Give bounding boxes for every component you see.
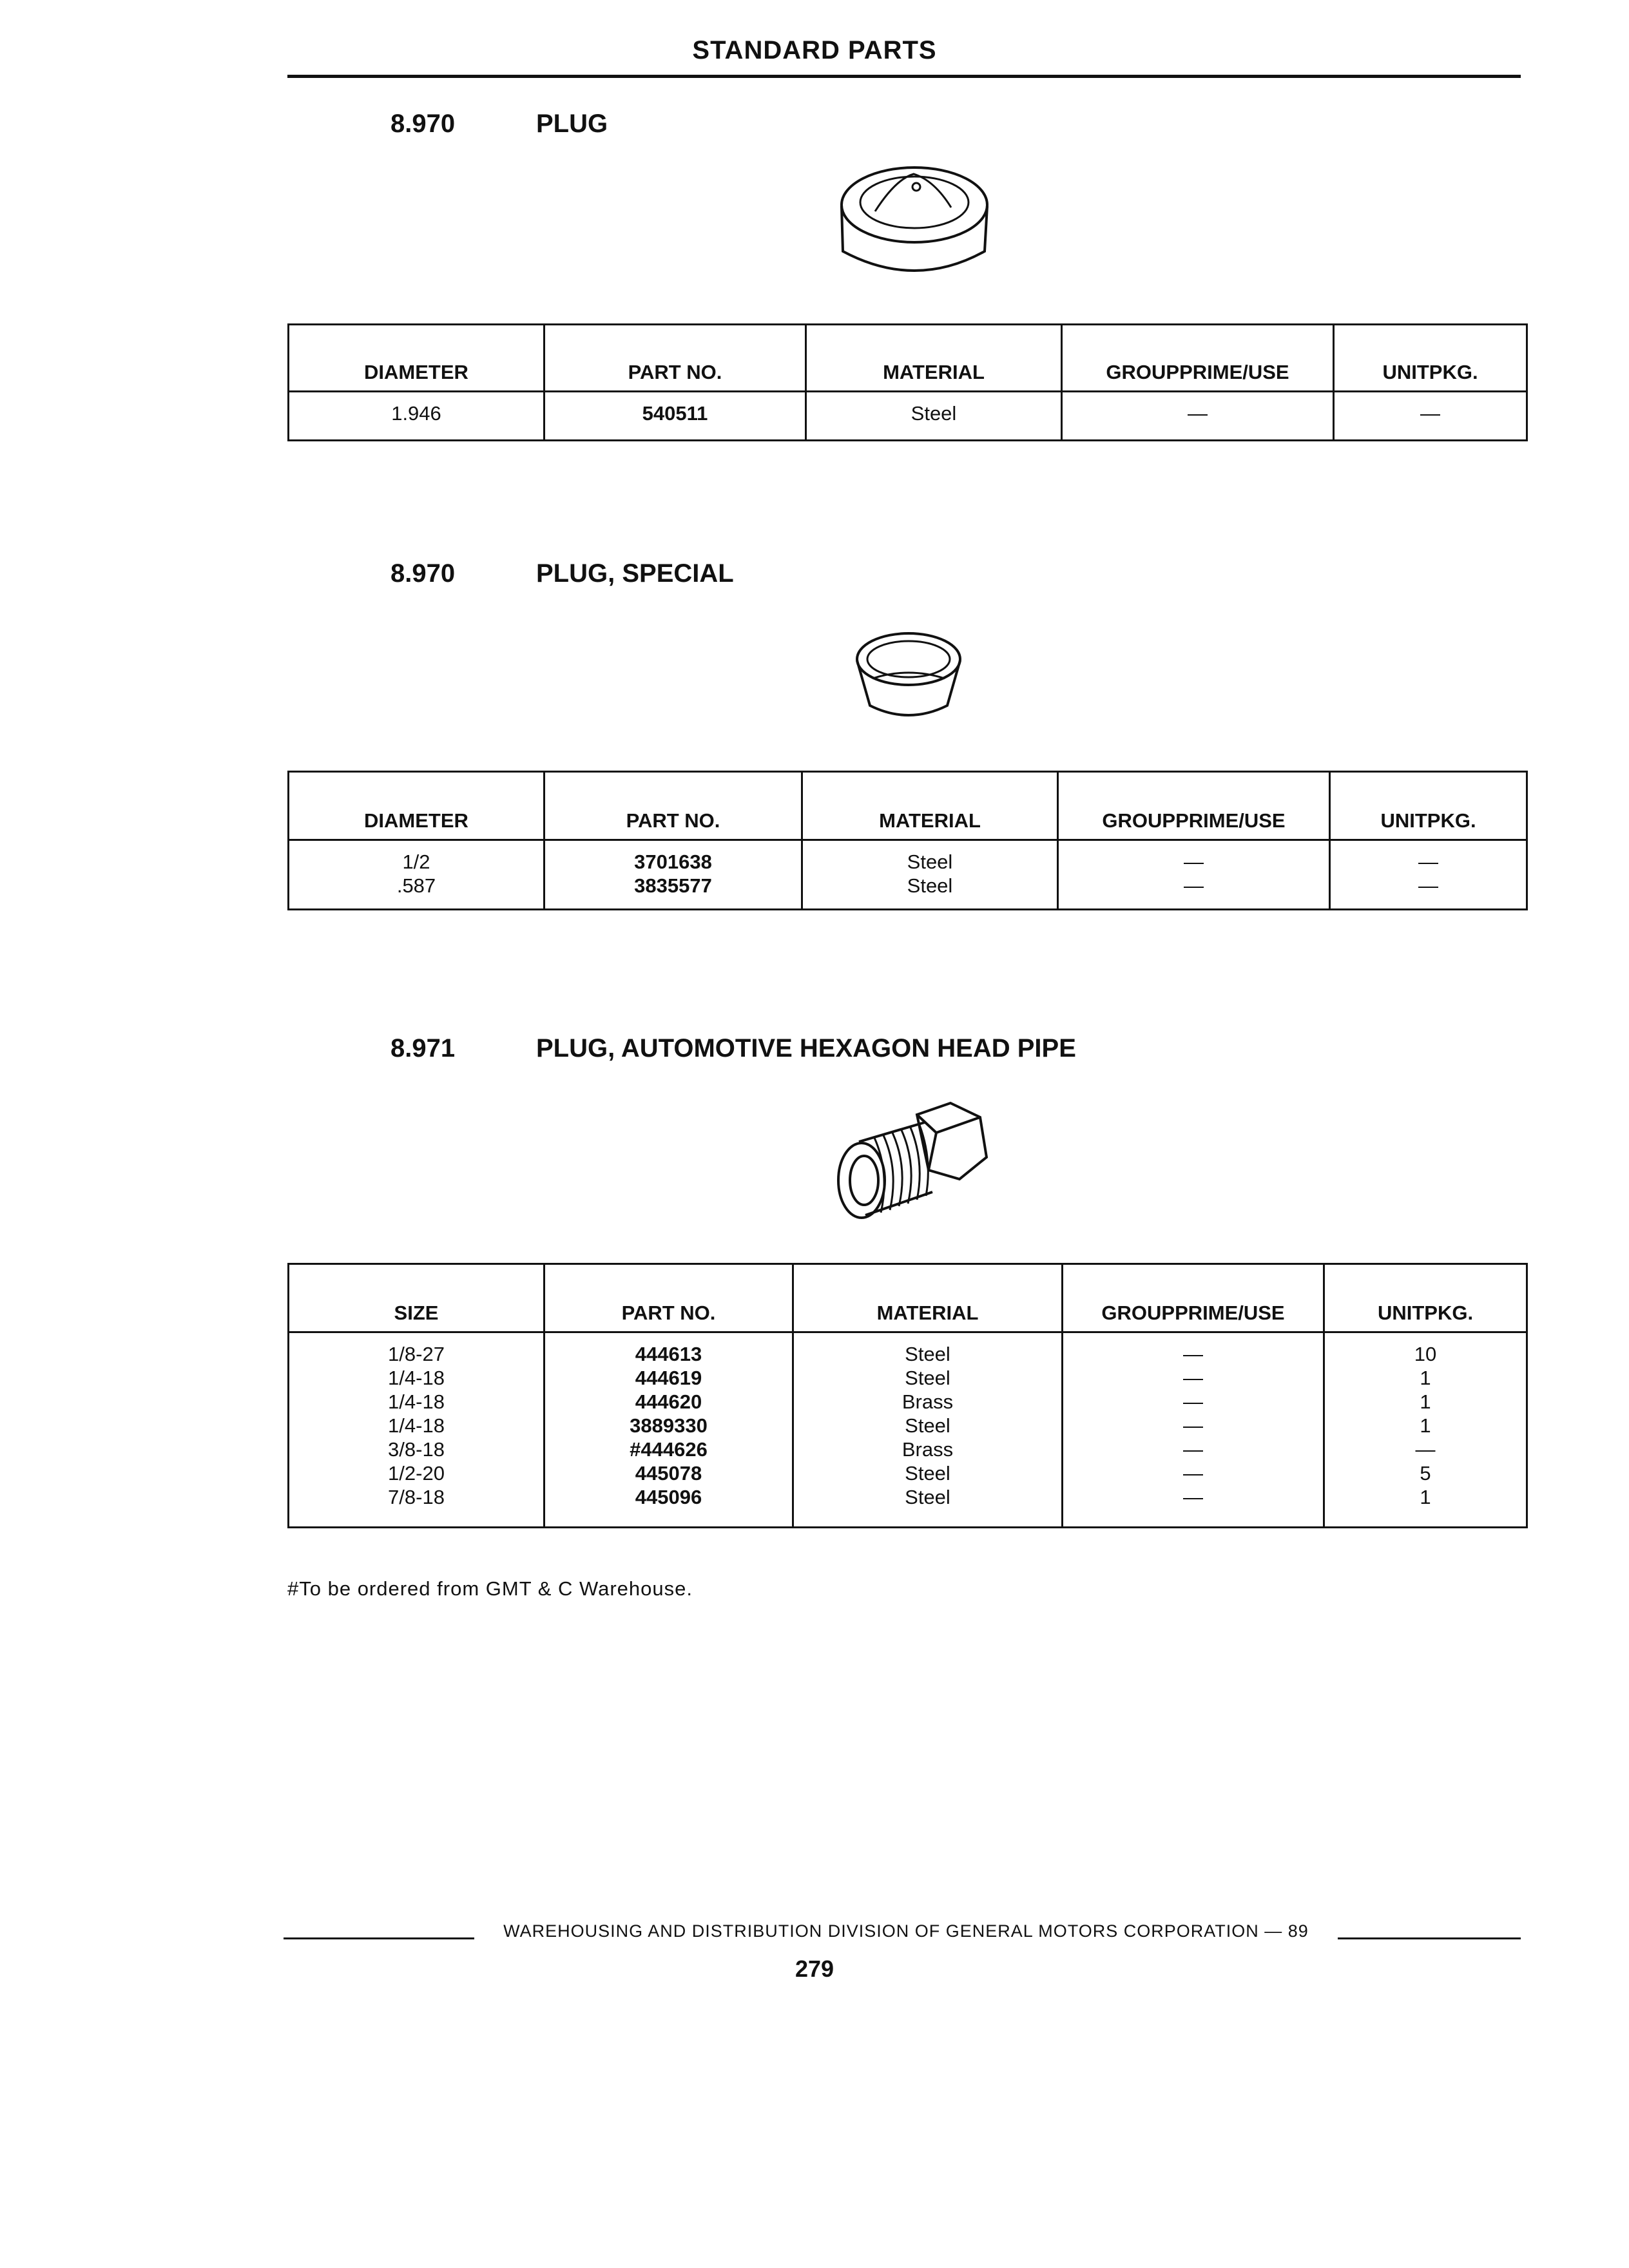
- diameter-column: 1/2 .587: [396, 850, 436, 897]
- size-column: 1/8-27 1/4-18 1/4-18 1/4-18 3/8-18 1/2-20 7/8-18: [388, 1343, 445, 1508]
- column-header-unit-pkg: UNITPKG.: [1330, 772, 1527, 840]
- column-header-unit-pkg: UNITPKG.: [1334, 325, 1527, 392]
- material-column: Steel Steel Brass Steel Brass Steel Steel: [793, 1332, 1063, 1528]
- column-header-diameter: DIAMETER: [289, 325, 545, 392]
- material-column: Steel Steel: [802, 840, 1058, 910]
- part-number-cell: 540511: [545, 392, 806, 441]
- section-title: PLUG, SPECIAL: [536, 559, 734, 588]
- hex-head-pipe-plug-icon: [828, 1095, 996, 1231]
- group-cell: —: [1062, 392, 1334, 441]
- page-title: STANDARD PARTS: [692, 36, 937, 64]
- footer-divider-right: [1338, 1937, 1521, 1939]
- cup-plug-icon: [831, 161, 999, 296]
- table-body: [289, 840, 1527, 910]
- section-number: 8.971: [390, 1034, 456, 1062]
- header-divider: [287, 75, 1521, 78]
- parts-table: [287, 323, 1528, 441]
- section-number: 8.970: [390, 559, 456, 588]
- table-row: [289, 392, 1527, 441]
- footnote: #To be ordered from GMT & C Warehouse.: [287, 1577, 693, 1600]
- material-cell: Steel: [806, 392, 1062, 441]
- footer-text: WAREHOUSING AND DISTRIBUTION DIVISION OF GENERAL MOTORS CORPORATION — 89: [503, 1921, 1309, 1941]
- table-body: [289, 1332, 1527, 1528]
- part-number-column: 444613 444619 444620 3889330 #444626 445078 445096: [545, 1332, 793, 1528]
- column-header-diameter: DIAMETER: [289, 772, 545, 840]
- column-header-group: GROUPPRIME/USE: [1058, 772, 1330, 840]
- column-header-part-no: PART NO.: [545, 1264, 793, 1332]
- diameter-cell: 1.946: [391, 402, 441, 425]
- part-number-column: 3701638 3835577: [545, 840, 802, 910]
- column-header-size: SIZE: [289, 1264, 545, 1332]
- unit-pkg-column: 10 1 1 1 — 5 1: [1324, 1332, 1527, 1528]
- group-column: — — — — — — —: [1063, 1332, 1324, 1528]
- column-header-material: MATERIAL: [802, 772, 1058, 840]
- parts-table: [287, 1263, 1528, 1528]
- special-cup-plug-icon: [851, 628, 967, 731]
- column-header-group: GROUPPRIME/USE: [1062, 325, 1334, 392]
- column-header-unit-pkg: UNITPKG.: [1324, 1264, 1527, 1332]
- unit-pkg-column: — —: [1330, 840, 1527, 910]
- unit-pkg-cell: —: [1334, 392, 1527, 441]
- footer-divider-left: [284, 1937, 474, 1939]
- section-title: PLUG, AUTOMOTIVE HEXAGON HEAD PIPE: [536, 1034, 1076, 1062]
- column-header-material: MATERIAL: [793, 1264, 1063, 1332]
- group-column: — —: [1058, 840, 1330, 910]
- column-header-part-no: PART NO.: [545, 325, 806, 392]
- section-title: PLUG: [536, 110, 608, 138]
- column-header-material: MATERIAL: [806, 325, 1062, 392]
- parts-table: [287, 771, 1528, 910]
- column-header-group: GROUPPRIME/USE: [1063, 1264, 1324, 1332]
- page-number: 279: [795, 1956, 834, 1982]
- column-header-part-no: PART NO.: [545, 772, 802, 840]
- section-number: 8.970: [390, 110, 456, 138]
